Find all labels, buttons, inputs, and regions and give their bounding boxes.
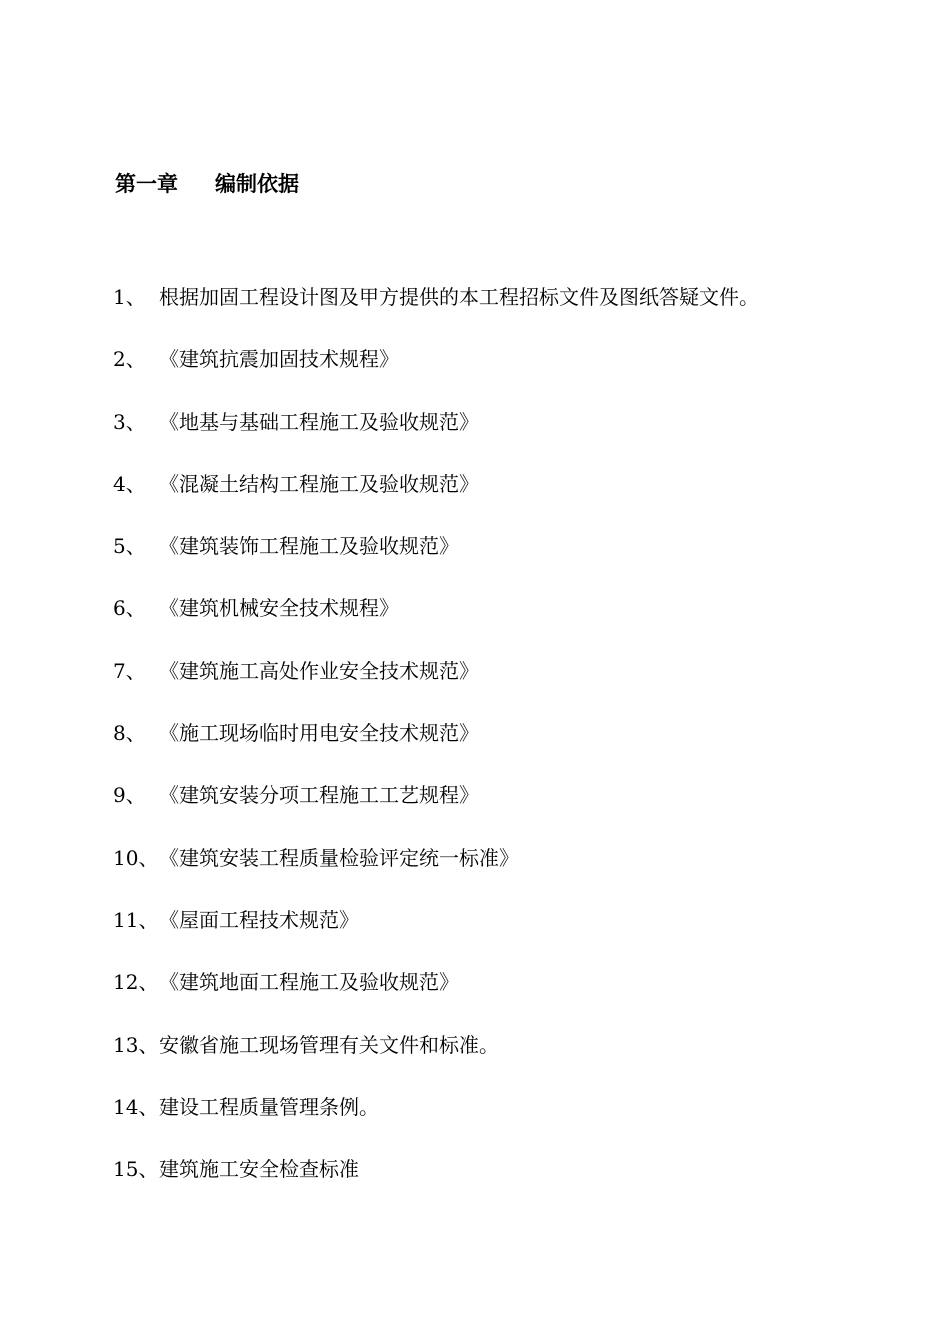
item-number: 11、 [113, 907, 159, 932]
list-item [113, 1154, 759, 1216]
item-number: 2、 [113, 347, 146, 372]
list-item [113, 531, 759, 593]
item-text: 安徽省施工现场管理有关文件和标准。 [159, 1032, 499, 1057]
list-item [113, 344, 759, 406]
item-text: 《建筑装饰工程施工及验收规范》 [159, 534, 459, 559]
item-number: 6、 [113, 596, 146, 621]
list-item [113, 282, 759, 344]
item-text: 建设工程质量管理条例。 [159, 1094, 379, 1119]
item-text: 《建筑施工高处作业安全技术规范》 [159, 658, 479, 683]
item-number: 14、 [113, 1094, 159, 1119]
item-text: 《建筑地面工程施工及验收规范》 [159, 970, 459, 995]
item-number: 5、 [113, 534, 146, 559]
list-item [113, 967, 759, 1029]
item-number: 4、 [113, 471, 146, 496]
basis-list [113, 282, 759, 1216]
list-item [113, 1030, 759, 1092]
item-number: 10、 [113, 845, 159, 870]
item-number: 3、 [113, 409, 146, 434]
item-number: 8、 [113, 721, 146, 746]
item-text: 《施工现场临时用电安全技术规范》 [159, 721, 479, 746]
list-item [113, 593, 759, 655]
list-item [113, 407, 759, 469]
item-text: 《建筑安装工程质量检验评定统一标准》 [159, 845, 519, 870]
item-number: 7、 [113, 658, 146, 683]
list-item [113, 1092, 759, 1154]
item-number: 1、 [113, 285, 146, 309]
item-text: 根据加固工程设计图及甲方提供的本工程招标文件及图纸答疑文件。 [159, 285, 759, 309]
item-number: 13、 [113, 1032, 159, 1057]
item-text: 《建筑机械安全技术规程》 [159, 596, 399, 621]
chapter-title: 编制依据 [215, 172, 299, 196]
item-number: 12、 [113, 970, 159, 995]
list-item [113, 905, 759, 967]
item-text: 建筑施工安全检查标准 [159, 1157, 359, 1182]
chapter-heading [115, 168, 299, 200]
list-item [113, 469, 759, 531]
item-text: 《屋面工程技术规范》 [159, 907, 359, 932]
item-text: 《地基与基础工程施工及验收规范》 [159, 409, 479, 434]
item-text: 《建筑安装分项工程施工工艺规程》 [159, 783, 479, 808]
item-number: 15、 [113, 1157, 159, 1182]
item-number: 9、 [113, 783, 146, 808]
item-text: 《建筑抗震加固技术规程》 [159, 347, 399, 372]
list-item [113, 718, 759, 780]
item-text: 《混凝土结构工程施工及验收规范》 [159, 471, 479, 496]
list-item [113, 780, 759, 842]
chapter-number: 第一章 [115, 172, 178, 196]
list-item [113, 656, 759, 718]
list-item [113, 843, 759, 905]
